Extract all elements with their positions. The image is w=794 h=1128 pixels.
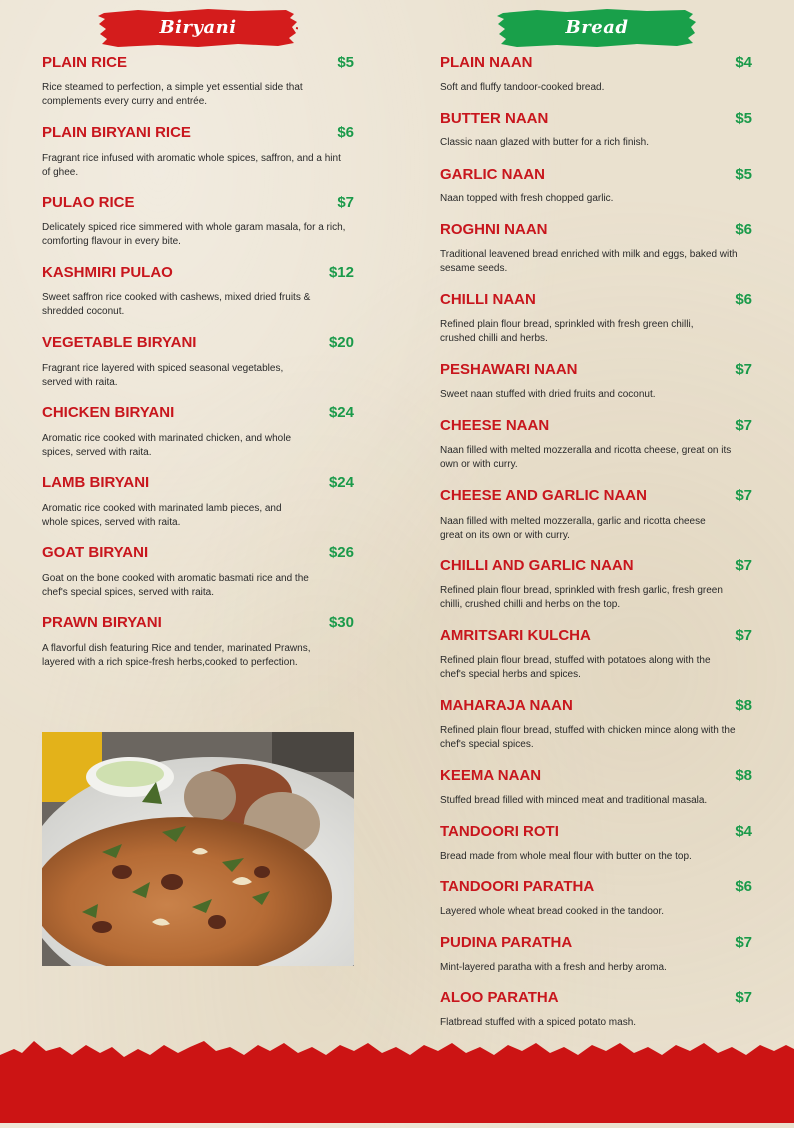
item-price: $7	[735, 417, 752, 434]
item-price: $12	[328, 264, 354, 281]
item-name: TANDOORI PARATHA	[440, 878, 595, 895]
item-description: Refined plain flour bread, stuffed with chicken mince along with the chef's special spices.	[440, 725, 736, 750]
item-name: KASHMIRI PULAO	[42, 264, 173, 281]
item-description: Mint-layered paratha with a fresh and herby aroma.	[440, 962, 667, 973]
item-description: Stuffed bread filled with minced meat and traditional masala.	[440, 795, 708, 806]
item-description: Fragrant rice infused with aromatic whole spices, saffron, and a hint of ghee.	[42, 153, 341, 178]
item-price: $7	[735, 361, 752, 378]
item-name: VEGETABLE BIRYANI	[42, 334, 197, 351]
item-price: $30	[328, 614, 354, 631]
item-description: Sweet naan stuffed with dried fruits and coconut.	[440, 389, 656, 400]
item-name: PLAIN BIRYANI RICE	[42, 124, 191, 141]
item-description: Layered whole wheat bread cooked in the tandoor.	[440, 906, 665, 917]
item-price: $7	[337, 194, 354, 211]
item-price: $7	[735, 557, 752, 574]
item-price: $8	[735, 697, 752, 714]
item-name: KEEMA NAAN	[440, 767, 542, 784]
biryani-section-banner	[98, 8, 298, 48]
item-name: PULAO RICE	[42, 194, 135, 211]
item-price: $5	[735, 110, 752, 127]
item-name: PUDINA PARATHA	[440, 934, 573, 951]
item-name: PESHAWARI NAAN	[440, 361, 578, 378]
item-price: $6	[337, 124, 354, 141]
item-price: $24	[328, 404, 354, 421]
torn-paper-footer	[0, 1033, 794, 1123]
item-name: CHICKEN BIRYANI	[42, 404, 175, 421]
bread-section-banner	[497, 8, 697, 48]
item-description: Classic naan glazed with butter for a rich finish.	[440, 137, 649, 148]
item-name: CHILLI NAAN	[440, 291, 536, 308]
item-description: Fragrant rice layered with spiced seasonal vegetables, served with raita.	[42, 363, 284, 388]
biryani-dish-photo	[42, 732, 354, 966]
item-description: Naan filled with melted mozzeralla, garlic and ricotta cheese great on its own or with curry.	[440, 516, 706, 541]
item-name: TANDOORI ROTI	[440, 823, 559, 840]
item-description: Refined plain flour bread, stuffed with potatoes along with the chef's special herbs and spices.	[440, 655, 711, 680]
item-name: CHEESE AND GARLIC NAAN	[440, 487, 647, 504]
item-price: $20	[328, 334, 354, 351]
item-price: $7	[735, 627, 752, 644]
item-price: $7	[735, 487, 752, 504]
item-description: Bread made from whole meal flour with butter on the top.	[440, 851, 692, 862]
item-name: PLAIN RICE	[42, 54, 128, 71]
item-price: $5	[337, 54, 354, 71]
biryani-section-title: Biryani	[159, 17, 237, 38]
item-price: $6	[735, 221, 752, 238]
item-name: ROGHNI NAAN	[440, 221, 548, 238]
item-description: Aromatic rice cooked with marinated chicken, and whole spices, served with raita.	[42, 433, 292, 458]
item-description: Refined plain flour bread, sprinkled with fresh garlic, fresh green chilli, crushed chilli and herbs on the top.	[440, 585, 723, 610]
item-price: $8	[735, 767, 752, 784]
item-price: $24	[328, 474, 354, 491]
item-name: ALOO PARATHA	[440, 989, 559, 1006]
item-description: Naan filled with melted mozzeralla and ricotta cheese, great on its own or with curry.	[440, 445, 732, 470]
item-price: $5	[735, 166, 752, 183]
item-description: Traditional leavened bread enriched with milk and eggs, baked with sesame seeds.	[440, 249, 738, 274]
item-name: AMRITSARI KULCHA	[440, 627, 591, 644]
bread-section-title: Bread	[565, 17, 629, 38]
item-price: $6	[735, 291, 752, 308]
item-name: MAHARAJA NAAN	[440, 697, 573, 714]
item-description: Flatbread stuffed with a spiced potato mash.	[440, 1017, 637, 1028]
item-price: $4	[735, 54, 752, 71]
item-name: BUTTER NAAN	[440, 110, 549, 127]
item-description: Naan topped with fresh chopped garlic.	[440, 193, 614, 204]
item-description: Refined plain flour bread, sprinkled with fresh green chilli, crushed chilli and herbs.	[440, 319, 694, 344]
item-price: $6	[735, 878, 752, 895]
item-price: $7	[735, 934, 752, 951]
item-price: $7	[735, 989, 752, 1006]
item-description: A flavorful dish featuring Rice and tender, marinated Prawns, layered with a rich spice-fresh herbs,cooked to perfection.	[42, 643, 311, 668]
item-name: CHEESE NAAN	[440, 417, 550, 434]
item-name: PRAWN BIRYANI	[42, 614, 162, 631]
item-name: LAMB BIRYANI	[42, 474, 150, 491]
item-name: PLAIN NAAN	[440, 54, 533, 71]
item-description: Rice steamed to perfection, a simple yet essential side that complements every curry and entrée.	[42, 82, 303, 107]
item-description: Soft and fluffy tandoor-cooked bread.	[440, 82, 605, 93]
item-price: $4	[735, 823, 752, 840]
item-description: Aromatic rice cooked with marinated lamb pieces, and whole spices, served with raita.	[42, 503, 282, 528]
item-name: CHILLI AND GARLIC NAAN	[440, 557, 634, 574]
item-price: $26	[328, 544, 354, 561]
item-name: GOAT BIRYANI	[42, 544, 149, 561]
item-description: Goat on the bone cooked with aromatic basmati rice and the chef's special spices, served with raita.	[42, 573, 309, 598]
item-description: Sweet saffron rice cooked with cashews, mixed dried fruits & shredded coconut.	[42, 292, 311, 317]
item-description: Delicately spiced rice simmered with whole garam masala, for a rich, comforting flavour in every bite.	[42, 222, 346, 247]
item-name: GARLIC NAAN	[440, 166, 545, 183]
